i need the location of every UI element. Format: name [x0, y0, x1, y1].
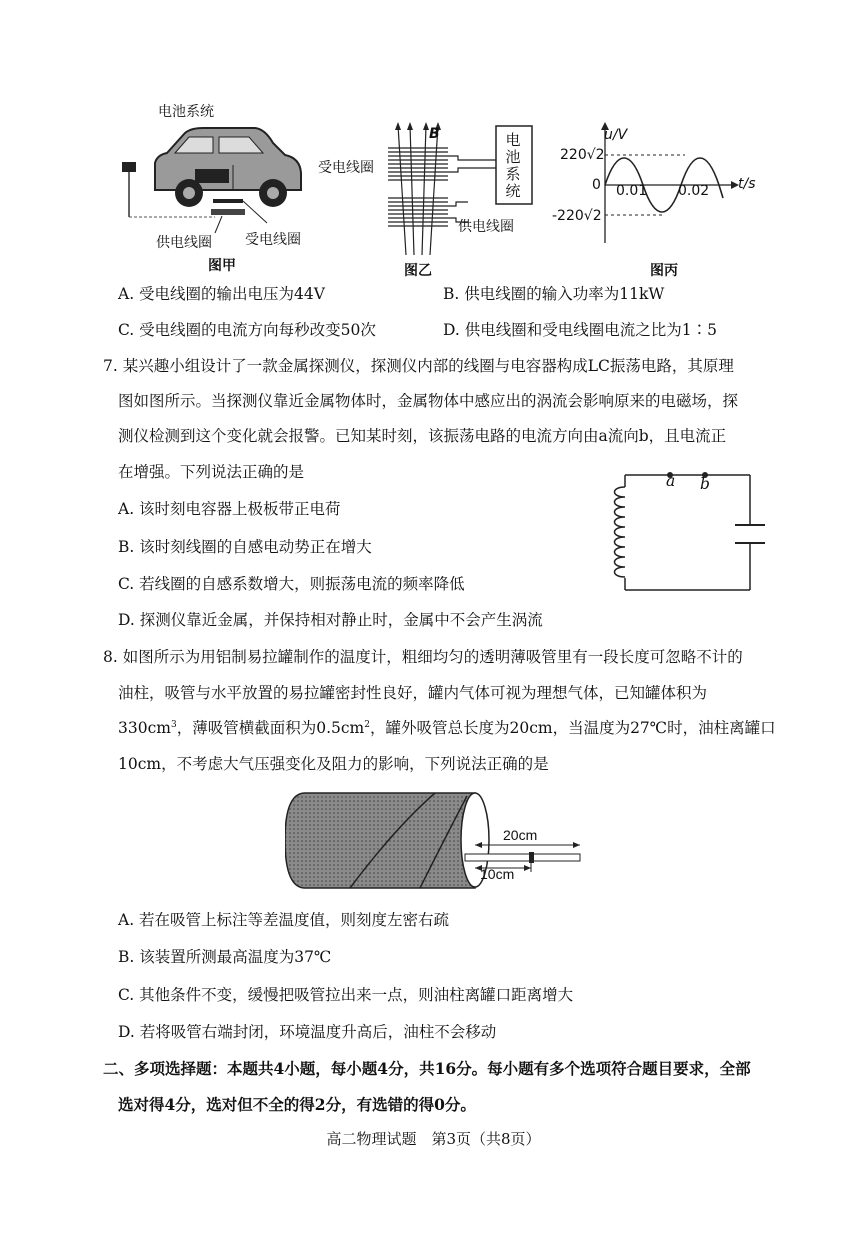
q6-option-b: B. 供电线圈的输入功率为11kW	[443, 285, 665, 303]
section2-heading-line-2: 选对得4分，选对但不全的得2分，有选错的得0分。	[118, 1095, 476, 1114]
figure-jia-car	[115, 95, 315, 245]
q7-stem-line-1: 7. 某兴趣小组设计了一款金属探测仪，探测仪内部的线圈与电容器构成LC振荡电路，其原理	[103, 357, 734, 375]
jia-battery-label: 电池系统	[158, 104, 214, 120]
q8-stem-line-2: 油柱，吸管与水平放置的易拉罐密封性良好，罐内气体可视为理想气体，已知罐体积为	[118, 684, 708, 702]
bing-y-neg: -220√2	[552, 208, 602, 224]
yi-b-label: B	[429, 126, 440, 142]
q7-option-b: B. 该时刻线圈的自感电动势正在增大	[118, 538, 372, 556]
bing-origin: 0	[592, 177, 601, 193]
q8-option-b: B. 该装置所测最高温度为37℃	[118, 948, 332, 966]
q7-stem-line-3: 测仪检测到这个变化就会报警。已知某时刻，该振荡电路的电流方向由a流向b，且电流正	[118, 427, 727, 445]
q7-option-a: A. 该时刻电容器上极板带正电荷	[118, 500, 341, 518]
q8-option-c: C. 其他条件不变，缓慢把吸管拉出来一点，则油柱离罐口距离增大	[118, 986, 574, 1004]
yi-supply-coil-label: 供电线圈	[458, 219, 514, 235]
bing-y-pos: 220√2	[560, 147, 605, 163]
q8-option-a: A. 若在吸管上标注等差温度值，则刻度左密右疏	[118, 911, 450, 929]
bing-y-label: u/V	[604, 127, 628, 143]
bing-t2: 0.02	[678, 183, 710, 199]
q6-option-d: D. 供电线圈和受电线圈电流之比为1∶5	[443, 321, 717, 339]
caption-yi: 图乙	[404, 263, 432, 279]
q6-option-a: A. 受电线圈的输出电压为44V	[118, 285, 325, 303]
q7-option-c: C. 若线圈的自感系数增大，则振荡电流的频率降低	[118, 575, 465, 593]
bing-t1: 0.01	[616, 183, 648, 199]
q8-can-thermometer	[285, 788, 585, 893]
bing-x-label: t/s	[738, 176, 756, 192]
q6-option-c: C. 受电线圈的电流方向每秒改变50次	[118, 321, 376, 339]
q7-point-b: b	[700, 475, 710, 493]
yi-battery-label: 电池系统	[505, 131, 521, 200]
q7-option-d: D. 探测仪靠近金属，并保持相对静止时，金属中不会产生涡流	[118, 611, 543, 629]
q8-length-20cm: 20cm	[503, 827, 538, 843]
caption-jia: 图甲	[208, 258, 236, 274]
q8-option-d: D. 若将吸管右端封闭，环境温度升高后，油柱不会移动	[118, 1023, 497, 1041]
q8-length-10cm: 10cm	[480, 866, 515, 882]
jia-supply-coil-label: 供电线圈	[156, 235, 212, 251]
page-footer: 高二物理试题 第3页（共8页）	[326, 1130, 541, 1148]
q8-stem-line-1: 8. 如图所示为用铝制易拉罐制作的温度计，粗细均匀的透明薄吸管里有一段长度可忽略不计的	[103, 648, 743, 666]
q7-stem-line-2: 图如图所示。当探测仪靠近金属物体时，金属物体中感应出的涡流会影响原来的电磁场，探	[118, 392, 739, 410]
jia-receive-coil-label: 受电线圈	[245, 232, 301, 248]
q7-point-a: a	[666, 472, 676, 490]
q7-stem-line-4: 在增强。下列说法正确的是	[118, 463, 305, 481]
yi-receive-coil-label: 受电线圈	[318, 160, 374, 176]
q7-lc-circuit	[605, 465, 765, 595]
section2-heading-line-1: 二、多项选择题：本题共4小题，每小题4分，共16分。每小题有多个选项符合题目要求，全部	[103, 1059, 751, 1078]
q8-stem-line-4: 10cm，不考虑大气压强变化及阻力的影响，下列说法正确的是	[118, 755, 549, 773]
q8-stem-line-3: $330cm^3$，薄吸管横截面积为$0.5cm^2$，罐外吸管总长度为20cm，当温度为27℃时，油柱离罐口	[118, 719, 776, 737]
caption-bing: 图丙	[650, 263, 678, 279]
